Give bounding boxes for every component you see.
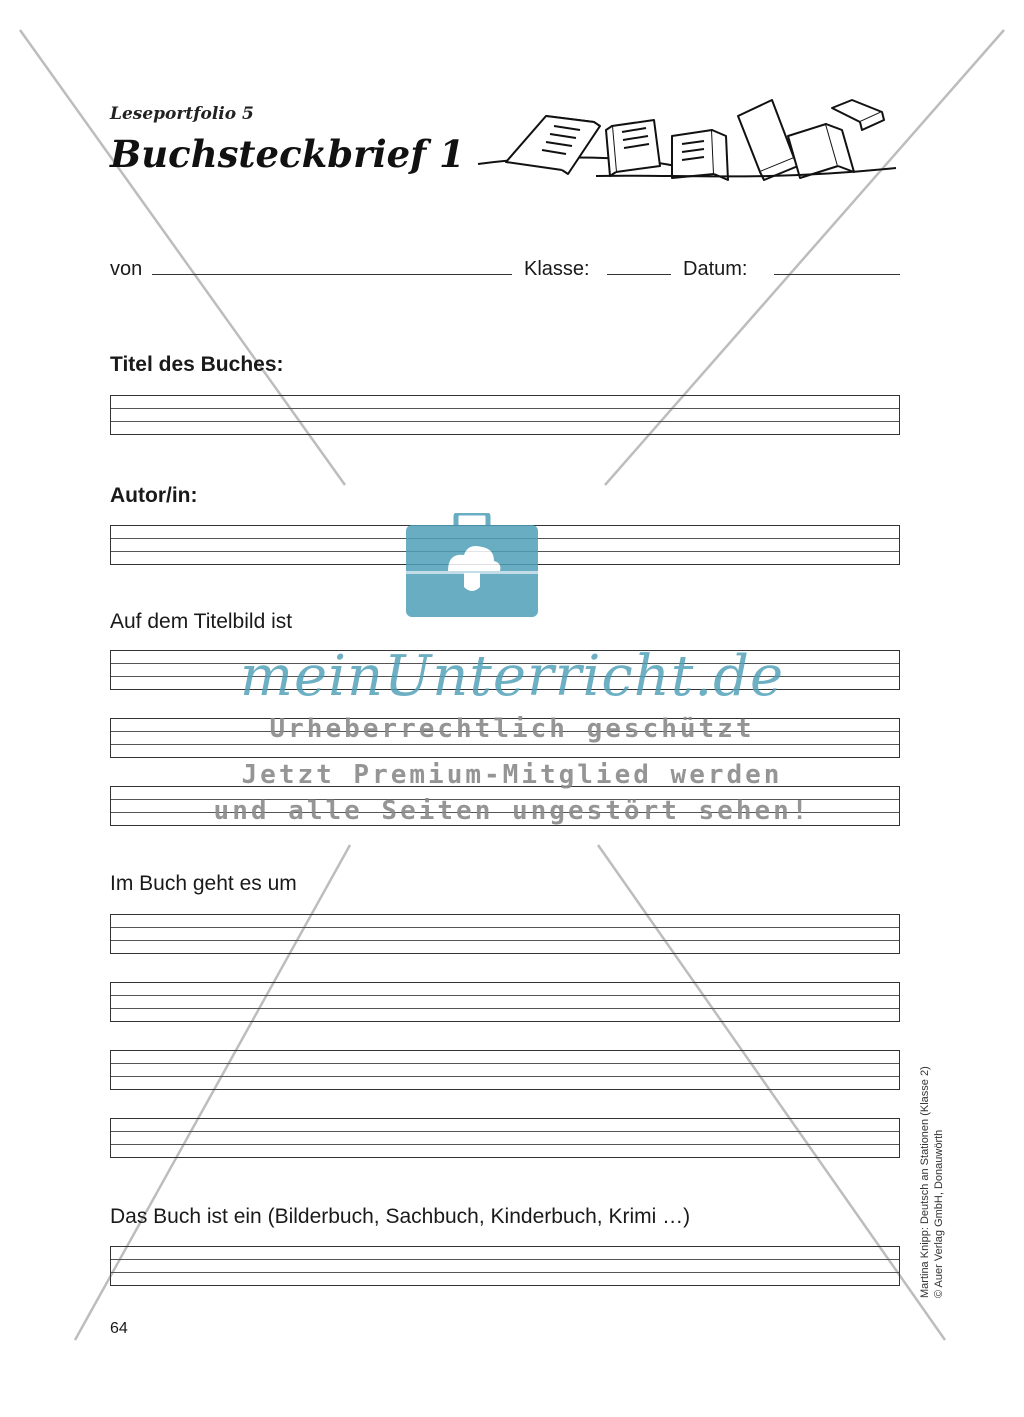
writing-lines-inhalt-1[interactable] xyxy=(110,914,900,954)
titel-heading: Titel des Buches: xyxy=(110,353,284,376)
writing-lines-titel[interactable] xyxy=(110,395,900,435)
genre-heading: Das Buch ist ein (Bilderbuch, Sachbuch, Kinderbuch, Krimi …) xyxy=(110,1205,691,1228)
page-title: Buchsteckbrief 1 xyxy=(110,132,465,176)
autor-heading: Autor/in: xyxy=(110,484,198,507)
watermark-brand: meinUnterricht.de xyxy=(239,644,785,709)
series-label: Leseportfolio 5 xyxy=(110,104,254,124)
name-line[interactable] xyxy=(152,274,512,275)
klasse-line[interactable] xyxy=(607,274,671,275)
writing-lines-inhalt-3[interactable] xyxy=(110,1050,900,1090)
credit-line-2: © Auer Verlag GmbH, Donauwörth xyxy=(933,1129,945,1298)
page-number: 64 xyxy=(110,1320,128,1337)
datum-label: Datum: xyxy=(683,258,748,280)
watermark-line-2: Jetzt Premium-Mitglied werden xyxy=(241,760,783,790)
writing-lines-inhalt-2[interactable] xyxy=(110,982,900,1022)
books-illustration xyxy=(476,96,900,196)
writing-lines-inhalt-4[interactable] xyxy=(110,1118,900,1158)
titelbild-heading: Auf dem Titelbild ist xyxy=(110,610,293,633)
klasse-label: Klasse: xyxy=(524,258,590,280)
watermark-line-1: Urheberrechtlich geschützt xyxy=(269,714,755,744)
writing-lines-genre[interactable] xyxy=(110,1246,900,1286)
inhalt-heading: Im Buch geht es um xyxy=(110,872,297,895)
credit-line-1: Martina Knipp: Deutsch an Stationen (Klasse 2) xyxy=(919,1066,931,1298)
briefcase-cloud-icon xyxy=(406,513,538,617)
watermark-line-3: und alle Seiten ungestört sehen! xyxy=(213,796,811,826)
datum-line[interactable] xyxy=(774,274,900,275)
von-label: von xyxy=(110,258,143,280)
publisher-credit xyxy=(918,1066,946,1298)
